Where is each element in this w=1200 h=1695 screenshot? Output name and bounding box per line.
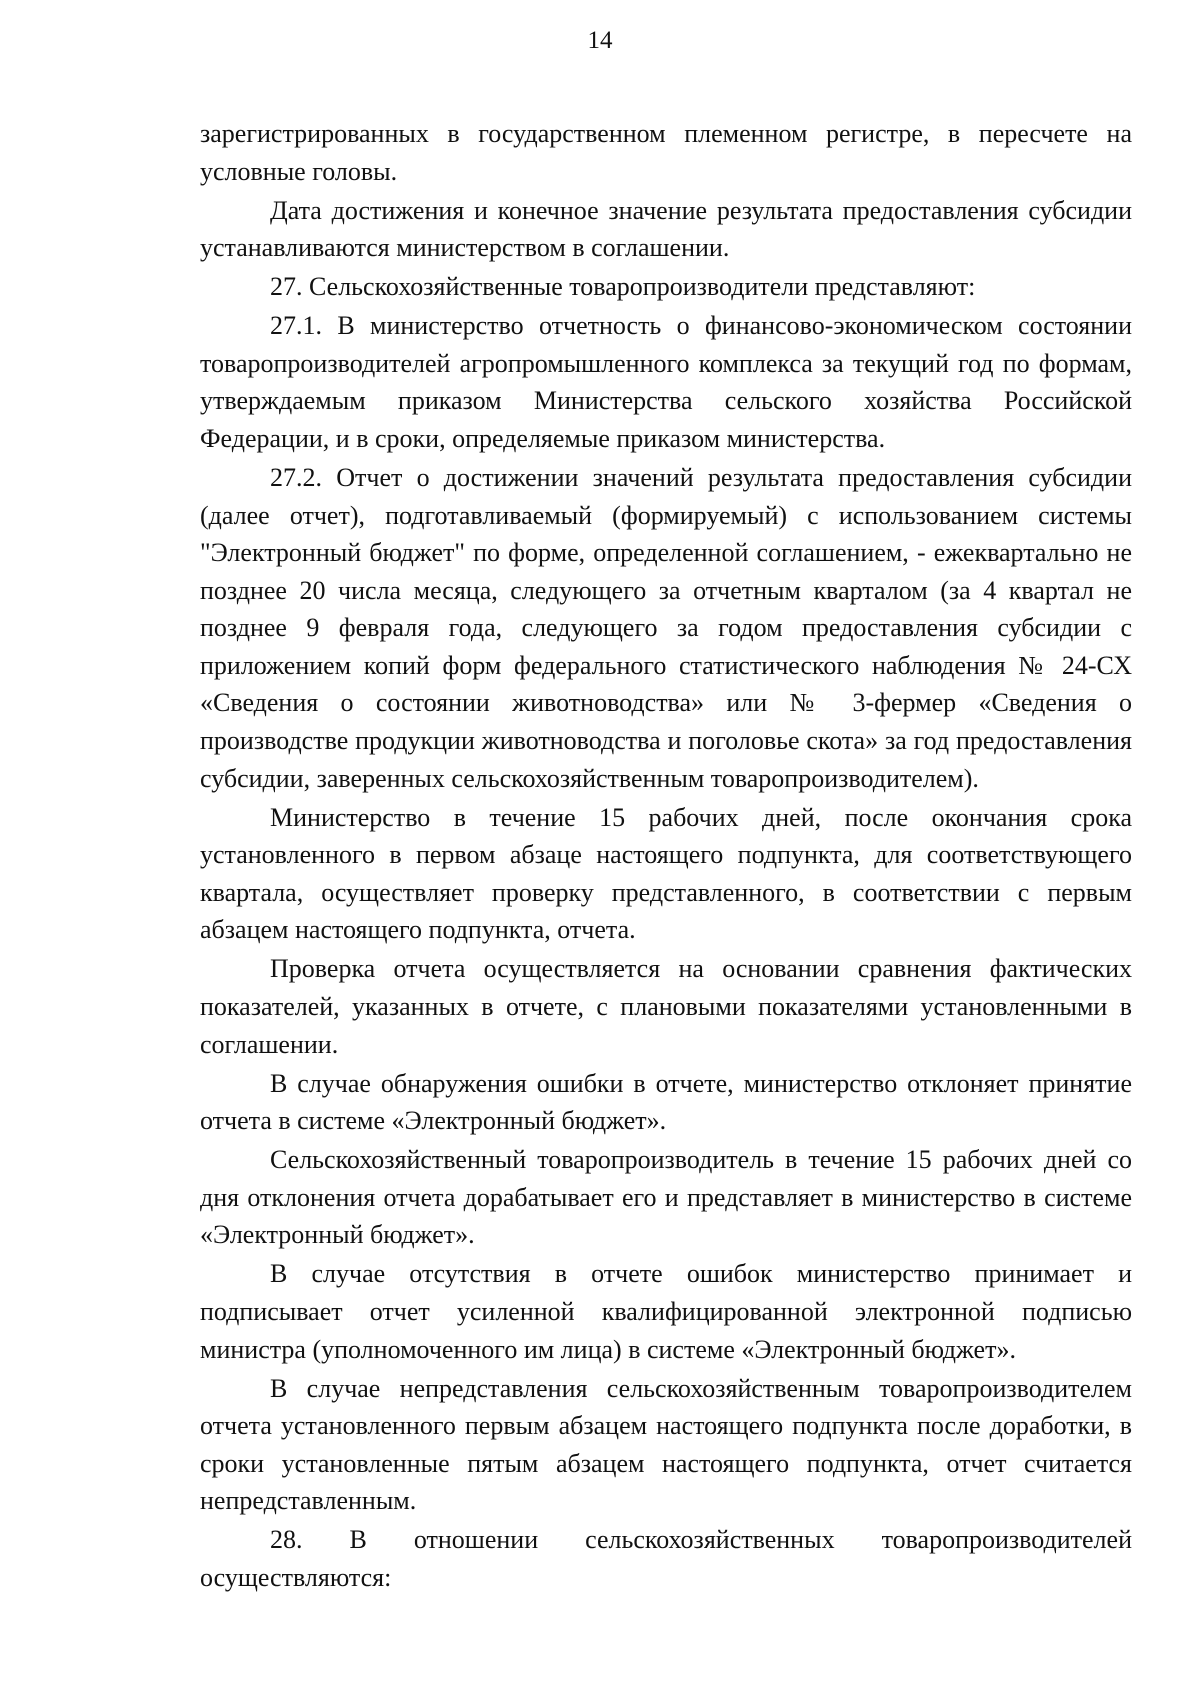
paragraph-acceptance: В случае отсутствия в отчете ошибок министерство принимает и подписывает отчет усиленной квалифицированной электронной подписью министра (уполномоченного им лица) в системе «Электронный бюджет».: [200, 1259, 1132, 1364]
page-number: 14: [587, 27, 613, 54]
paragraph-item-27-2: 27.2. Отчет о достижении значений результата предоставления субсидии (далее отчет), подготавливаемый (формируемый) с использованием системы "Электронный бюджет" по форме, определенной соглашением, - ежеквартально не позднее 20 числа месяца, следующего за отчетным кварталом (за 4 квартал не позднее 9 февраля года, следующего за годом предоставления субсидии с приложением копий форм федерального статистического наблюдения № 24-СХ «Сведения о состоянии животноводства» или № 3-фермер «Сведения о производстве продукции животноводства и поголовье скота» за год предоставления субсидии, заверенных сельскохозяйственным товаропроизводителем).: [200, 462, 1132, 793]
paragraph-non-submission: В случае непредставления сельскохозяйственным товаропроизводителем отчета установленного первым абзацем настоящего подпункта после доработки, в сроки установленные пятым абзацем настоящего подпункта, отчет считается непредставленным.: [200, 1373, 1132, 1516]
paragraph-result-date: Дата достижения и конечное значение результата предоставления субсидии устанавливаются министерством в соглашении.: [200, 195, 1132, 263]
paragraph-report-verification: Проверка отчета осуществляется на основании сравнения фактических показателей, указанных в отчете, с плановыми показателями установленными в соглашении.: [200, 954, 1132, 1059]
paragraph-item-27-1: 27.1. В министерство отчетность о финансово-экономическом состоянии товаропроизводителей агропромышленного комплекса за текущий год по формам, утверждаемым приказом Министерства сельского хозяйства Российской Федерации, и в сроки, определяемые приказом министерства.: [200, 311, 1132, 453]
document-body: [200, 115, 1132, 1598]
paragraph-continuation: зарегистрированных в государственном племенном регистре, в пересчете на условные головы.: [200, 119, 1132, 186]
paragraph-item-28: 28. В отношении сельскохозяйственных товаропроизводителей осуществляются:: [200, 1525, 1132, 1592]
paragraph-item-27: 27. Сельскохозяйственные товаропроизводители представляют:: [270, 272, 976, 302]
paragraph-ministry-check: Министерство в течение 15 рабочих дней, после окончания срока установленного в первом абзаце настоящего подпункта, для соответствующего квартала, осуществляет проверку представленного, в соответствии с первым абзацем настоящего подпункта, отчета.: [200, 802, 1132, 945]
paragraph-rework: Сельскохозяйственный товаропроизводитель в течение 15 рабочих дней со дня отклонения отчета дорабатывает его и представляет в министерство в системе «Электронный бюджет».: [200, 1145, 1132, 1250]
paragraph-error-rejection: В случае обнаружения ошибки в отчете, министерство отклоняет принятие отчета в системе «Электронный бюджет».: [200, 1068, 1132, 1136]
